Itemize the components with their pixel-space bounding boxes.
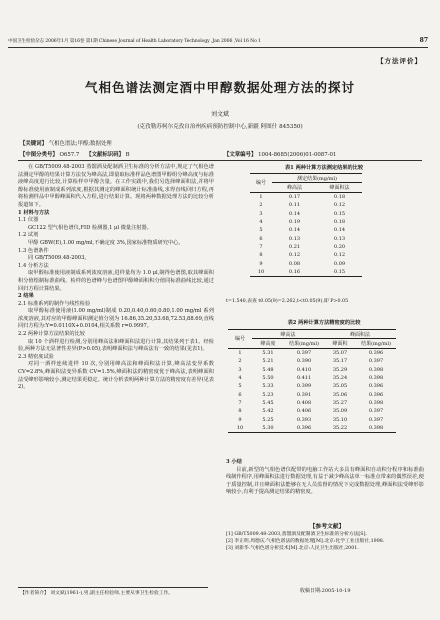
table2-cell: 35.24 xyxy=(332,374,348,381)
table1-cell: 0.18 xyxy=(333,193,346,200)
table2-row xyxy=(228,365,396,373)
table1-header-area: 峰面积法 xyxy=(329,185,350,192)
table2-cell: 0.397 xyxy=(368,408,384,415)
table1-cell: 0.20 xyxy=(333,243,346,250)
table2-cell: 2 xyxy=(238,358,242,365)
table1-row xyxy=(250,259,362,267)
table2-cell: 5.31 xyxy=(262,349,274,356)
table1-cell: 0.21 xyxy=(288,243,301,250)
reference-item: [1] GB/T5009.48-2003,蒸馏酒及配制酒卫生标准的分析方法[S]. xyxy=(226,532,367,537)
table1-cell: 0.15 xyxy=(333,268,346,275)
table2-cell: 6 xyxy=(238,391,242,398)
table2-cell: 5.25 xyxy=(262,416,274,423)
comparison-text: 取 10 个酒样进行检测,分别用峰高法和峰面积法进行计算,其结果列于表1。经检验,两种方法无显著性差异(P>0.05),表明峰面积法与峰高法有一致的结果(见表1)。 xyxy=(18,338,214,353)
heading-results: 2 结果 xyxy=(18,293,34,300)
table2-cell: 35.22 xyxy=(332,424,348,431)
table1-cell: 5 xyxy=(259,227,263,234)
instrument-text: GC122 型气相色谱仪,FID 检测器,1 μl 微量注射器。 xyxy=(28,224,152,231)
journal-header: 中国卫生检验杂志 2006年1月 第16卷 第1期 Chinese Journal of Health Laboratory Technology ,Jan 2006 ,Vol 16 No 1 xyxy=(8,39,261,44)
doc-code-label: 【文献标识码】 xyxy=(86,152,124,158)
summary-text: 目前,新型的气相色谱仪配带的电脑工作站大多具有峰面积自动积分程序和标准曲线制作程序,用峰面积法进行数据处理,有益于减少峰高法单一标准点带来的偶然误差,便于质量控制,并且峰面积法能够在无人员监督的情况下完成数据处理,峰面积法受峰形影响较小,有利于提高测定结果的精密度。 xyxy=(226,466,424,496)
table2-row xyxy=(228,348,396,357)
table2-cell: 0.396 xyxy=(368,383,384,390)
doc-code-value: B xyxy=(125,152,130,158)
table2-cell: 9 xyxy=(238,416,242,423)
table2-cell: 0.411 xyxy=(296,374,312,381)
table2-cell: 0.397 xyxy=(296,349,312,356)
table1-cell: 0.16 xyxy=(288,268,301,275)
table1-note: t=1.540,表查 t0.05(9)=2.262,t<t0.05(9),即 P>0.05 xyxy=(226,299,349,304)
table1-cell: 0.19 xyxy=(288,218,301,225)
table1-row xyxy=(250,201,362,209)
intro-paragraph: 在 GB/T5009.48-2003 蒸馏酒及配制酒卫生标准的分析方法中,规定了气相色谱法测定甲醇的结果计算方法仅为峰高法,即量取标准样品色谱图甲醇组分峰高度与标准液峰高度进行比较,计算检样中甲醇含量。在工作实践中,我们另选择峰面积法,并将甲醇标准使用液制成系列浓度,根据其测定的峰面积统计标准曲线,求得直线回归方程,再将检测样品中甲醇峰面积代入方程,进行结果计算。现将两种数据处理方法的比较分析报道如下。 xyxy=(18,164,214,208)
heading-comparison: 2.2 两种计算方法结果的比较 xyxy=(18,331,85,338)
table2-header-area: 峰面积法 xyxy=(324,330,396,339)
table2-cell: 0.398 xyxy=(368,366,384,373)
table1-row xyxy=(250,268,362,277)
table2-cell: 0.398 xyxy=(368,424,384,431)
table2-cell: 5.42 xyxy=(262,408,274,415)
table2-cell: 5.30 xyxy=(262,424,274,431)
table2-cell: 0.406 xyxy=(296,408,312,415)
table2-row xyxy=(228,415,396,423)
table2-sub-result-a: 结果(mg/ml) xyxy=(289,341,319,348)
table2-row xyxy=(228,374,396,382)
footnote-rule xyxy=(18,587,208,588)
table1-cell: 9 xyxy=(259,260,263,267)
table2-cell: 7 xyxy=(238,399,242,406)
table1-caption: 表1 两种计算方法测定结果的比较 xyxy=(284,165,364,171)
chroma-conditions-text: 同 GB/T5009.48-2003。 xyxy=(28,255,90,262)
table2-cell: 0.396 xyxy=(368,391,384,398)
keywords-text: 气相色谱法;甲醇;数据处理 xyxy=(48,141,112,147)
table1 xyxy=(250,173,362,277)
table2-cell: 0.391 xyxy=(296,391,312,398)
table1-cell: 0.12 xyxy=(333,202,346,209)
table1-cell: 7 xyxy=(259,243,263,250)
table2-cell: 35.09 xyxy=(332,408,348,415)
table1-cell: 3 xyxy=(259,210,263,217)
table1-row xyxy=(250,192,362,201)
abstract-rule xyxy=(18,160,422,161)
table2-cell: 5.23 xyxy=(262,391,274,398)
table2-cell: 0.410 xyxy=(296,366,312,373)
reference-item: [3] 刘新华.气相色谱分析技术[M].北京:人民卫生出版社,2001. xyxy=(226,546,359,552)
table2-cell: 0.396 xyxy=(296,424,312,431)
table2-cell: 10 xyxy=(236,424,244,431)
references-list xyxy=(226,531,424,553)
table2-cell: 35.29 xyxy=(332,366,348,373)
table1-header-height: 峰高法 xyxy=(286,185,302,192)
table2-cell: 0.396 xyxy=(368,349,384,356)
table2-cell: 35.05 xyxy=(332,383,348,390)
table1-row xyxy=(250,226,362,234)
heading-precision: 2.3 精密度试验 xyxy=(18,353,54,360)
table1-header-group: 测定结果(mg/ml) xyxy=(272,174,362,183)
table1-cell: 0.09 xyxy=(333,260,346,267)
article-number-value: 1004-8685(2006)01-0087-01 xyxy=(258,152,337,158)
right-column xyxy=(226,459,424,497)
table1-cell: 10 xyxy=(257,268,265,275)
table2-row xyxy=(228,390,396,398)
table2-cell: 0.398 xyxy=(368,399,384,406)
table2-header-height: 峰高法 xyxy=(252,330,324,339)
table1-header-no: 编号 xyxy=(250,174,272,193)
classification-value: O657.7 xyxy=(59,152,80,158)
reference-item: [2] 李正明,周德庆.气相色谱法的数据处理[M].北京:化学工业出版社,1998. xyxy=(226,539,385,545)
table2-cell: 5.33 xyxy=(262,383,274,390)
page-number: 87 xyxy=(419,37,428,44)
received-date: 收稿日期:2005-10-19 xyxy=(300,588,351,594)
table1-cell: 4 xyxy=(259,218,263,225)
table2-sub-peak-height: 峰高度 xyxy=(260,341,276,348)
table1-row xyxy=(250,209,362,217)
article-number-line xyxy=(224,150,336,158)
table1-cell: 0.18 xyxy=(333,218,346,225)
table2-cell: 0.399 xyxy=(296,383,312,390)
table2-cell: 35.17 xyxy=(332,358,348,365)
table1-cell: 0.12 xyxy=(288,252,301,259)
table1-cell: 0.14 xyxy=(333,227,346,234)
table2-cell: 5.48 xyxy=(262,366,274,373)
table2-row xyxy=(228,382,396,390)
table1-cell: 0.13 xyxy=(288,235,301,242)
table2-row xyxy=(228,424,396,433)
analysis-method-text: 取甲醇标准使用液制成系列浓度溶液,进样量均为 1.0 μl,制得色谱图,取其峰面积积分值绘制标准曲线。检样的色谱峰与色谱图甲醇峰面积积分值同标准曲线比较,通过回归方程计算结果。 xyxy=(18,270,214,292)
table2-cell: 35.07 xyxy=(332,349,348,356)
table1-cell: 0.08 xyxy=(288,260,301,267)
heading-reagent: 1.2 试剂 xyxy=(18,232,39,239)
table2-cell: 5.21 xyxy=(262,358,274,365)
classification-label: 【中图分类号】 xyxy=(20,152,58,158)
table1-cell: 0.11 xyxy=(288,202,301,209)
table2-sub-peak-area: 峰面积 xyxy=(332,341,348,348)
classification-line xyxy=(20,150,130,158)
table2-cell: 1 xyxy=(238,349,242,356)
author: 刘文斌 xyxy=(210,111,229,118)
author-footnote: 【作者简介】 刘文斌(1961-),男,副主任检验师,主要从事卫生检验工作。 xyxy=(20,591,174,596)
table1-cell: 0.12 xyxy=(333,252,346,259)
section-tag: 【方法评价】 xyxy=(377,57,422,65)
table1-body xyxy=(250,192,362,276)
header-rule xyxy=(8,47,428,48)
article-title: 气相色谱法测定酒中甲醇数据处理方法的探讨 xyxy=(84,80,355,95)
table2-cell: 0.397 xyxy=(368,416,384,423)
precision-text: 对同一酒样连续进样 10 次,分别用峰高法和峰面积法计算,峰高法变异系数 CV=2.8%,峰面积法变异系数 CV=1.5%,峰面积法的精密度优于峰高法,表明峰面积法受峰形影响较小,测定结果更稳定。统计分析表明两种计算方法的精密度有差异(见表2)。 xyxy=(18,361,214,391)
table1-cell: 0.17 xyxy=(288,193,301,200)
reagent-text: 甲醇 GBW(E),1.00 mg/ml,不确定度 3%,国家标准物质研究中心。 xyxy=(28,239,184,246)
table2-cell: 0.398 xyxy=(368,374,384,381)
table2-grid xyxy=(228,329,396,433)
table1-cell: 1 xyxy=(259,193,263,200)
table1-row xyxy=(250,234,362,242)
heading-analysis-method: 1.4 分析方法 xyxy=(18,262,49,269)
heading-materials: 1 材料与方法 xyxy=(18,209,50,216)
table2-row xyxy=(228,407,396,415)
table2-body xyxy=(228,348,396,432)
heading-linearity: 2.1 标准系列的制作与线性检验 xyxy=(18,300,91,307)
keywords-line xyxy=(20,139,112,147)
table2-cell: 3 xyxy=(238,366,242,373)
table2 xyxy=(228,329,396,433)
left-column xyxy=(18,164,214,392)
table1-cell: 8 xyxy=(259,252,263,259)
table2-cell: 0.408 xyxy=(296,399,312,406)
table1-cell: 2 xyxy=(259,202,263,209)
linearity-text: 取甲醇标准使用液(1.00 mg/ml)制成 0.20,0.40,0.60,0.80,1.00 mg/ml 系列浓度溶液,其对应的甲醇峰面积测定值分别为 16.86,35.20,53.68,72.53,88.69,直线回归方程为:Y=0.0110X+0.0104,相关系数 r=0.9997。 xyxy=(18,308,214,330)
table2-cell: 5 xyxy=(238,383,242,390)
table2-cell: 8 xyxy=(238,408,242,415)
table2-row xyxy=(228,357,396,365)
table2-cell: 0.397 xyxy=(368,358,384,365)
heading-chroma-conditions: 1.3 色谱条件 xyxy=(18,247,49,254)
table2-cell: 0.393 xyxy=(296,416,312,423)
table1-grid xyxy=(250,173,362,277)
table2-cell: 5.50 xyxy=(262,374,274,381)
table1-cell: 0.14 xyxy=(288,210,301,217)
keywords-label: 【关键词】 xyxy=(20,141,47,147)
table1-row xyxy=(250,218,362,226)
table1-row xyxy=(250,243,362,251)
table2-cell: 4 xyxy=(238,374,242,381)
heading-summary: 3 小结 xyxy=(226,459,242,465)
table1-cell: 0.13 xyxy=(333,235,346,242)
table2-cell: 35.06 xyxy=(332,391,348,398)
table2-cell: 35.10 xyxy=(332,416,348,423)
table1-cell: 0.15 xyxy=(333,210,346,217)
table1-row xyxy=(250,251,362,259)
affiliation: (克孜勒苏柯尔克孜自治州疾病预防控制中心,新疆 阿图什 845350) xyxy=(137,124,303,130)
table2-sub-result-b: 结果(mg/ml) xyxy=(361,341,391,348)
table1-cell: 6 xyxy=(259,235,263,242)
table2-header-no: 编号 xyxy=(228,330,252,349)
table2-row xyxy=(228,399,396,407)
table2-cell: 0.390 xyxy=(296,358,312,365)
references-heading: 【参考文献】 xyxy=(309,524,345,530)
table2-caption: 表2 两种计算方法精密度的比较 xyxy=(287,320,361,326)
table2-cell: 35.27 xyxy=(332,399,348,406)
table1-cell: 0.14 xyxy=(288,227,301,234)
heading-instrument: 1.1 仪器 xyxy=(18,217,39,224)
article-number-label: 【文章编号】 xyxy=(224,152,257,158)
table2-cell: 5.45 xyxy=(262,399,274,406)
